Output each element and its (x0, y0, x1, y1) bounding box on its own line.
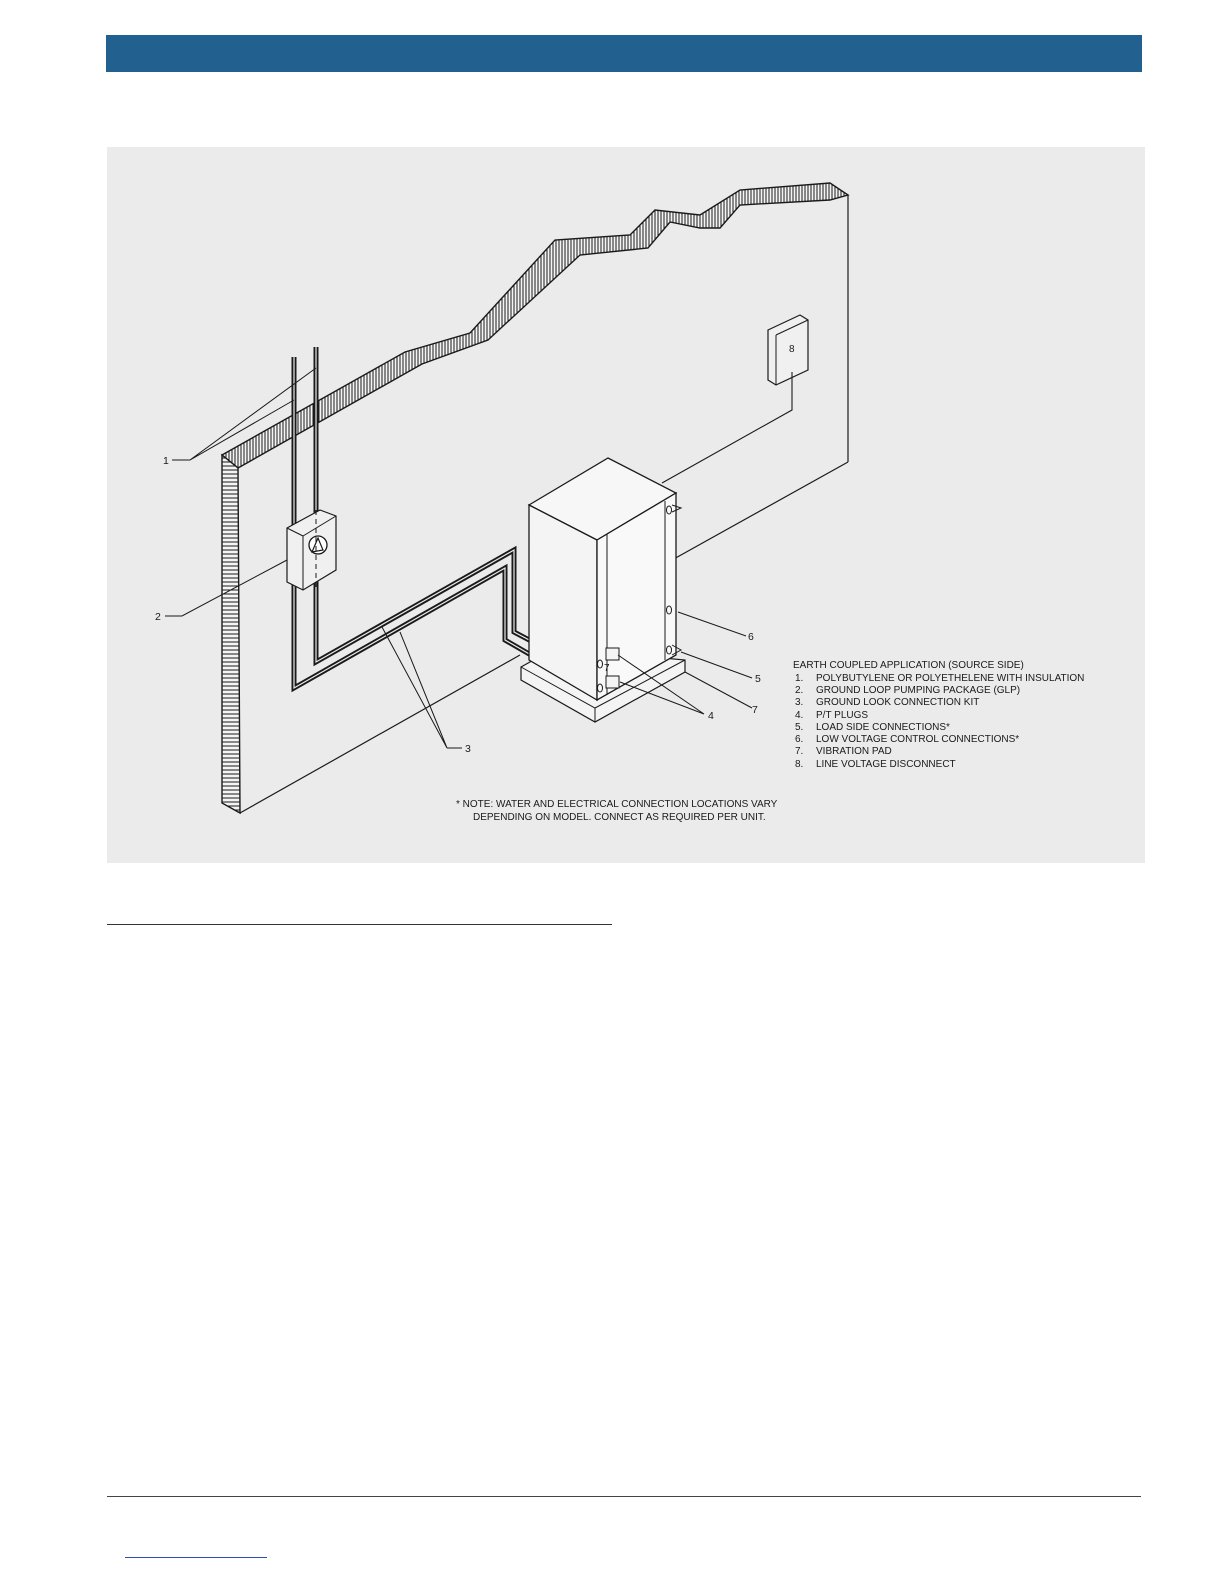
legend-num: 3. (795, 697, 804, 708)
diagram-svg (107, 147, 1145, 863)
legend-num: 4. (795, 710, 804, 721)
callout-4: 4 (708, 710, 714, 722)
callout-2: 2 (155, 611, 161, 623)
legend-item: LOW VOLTAGE CONTROL CONNECTIONS* (816, 734, 1020, 745)
callout-6: 6 (748, 631, 754, 643)
note-line-2: DEPENDING ON MODEL. CONNECT AS REQUIRED PER UNIT. (473, 812, 766, 823)
legend-item: LOAD SIDE CONNECTIONS* (816, 722, 950, 733)
wall-left-edge (222, 455, 240, 813)
note-line-1: * NOTE: WATER AND ELECTRICAL CONNECTION LOCATIONS VARY (456, 799, 778, 810)
callout-5: 5 (755, 673, 761, 685)
disconnect-label: 8 (789, 344, 795, 355)
callout-7: 7 (752, 704, 758, 716)
legend-item: LINE VOLTAGE DISCONNECT (816, 759, 956, 770)
legend-num: 2. (795, 685, 804, 696)
footer-link-underline[interactable] (125, 1557, 267, 1558)
legend-item: POLYBUTYLENE OR POLYETHELENE WITH INSULATION (816, 673, 1085, 684)
legend-item: VIBRATION PAD (816, 746, 892, 757)
pt-plug-label: 7 (604, 663, 610, 674)
legend-num: 6. (795, 734, 804, 745)
legend-item: GROUND LOOK CONNECTION KIT (816, 697, 980, 708)
footer-divider (107, 1496, 1141, 1497)
legend-item: GROUND LOOP PUMPING PACKAGE (GLP) (816, 685, 1021, 696)
heat-pump-unit (529, 458, 681, 700)
legend-num: 8. (795, 759, 804, 770)
section-divider (107, 924, 612, 925)
legend-num: 1. (795, 673, 804, 684)
legend-item: P/T PLUGS (816, 710, 869, 721)
callout-3: 3 (465, 743, 471, 755)
legend-title: EARTH COUPLED APPLICATION (SOURCE SIDE) (793, 660, 1024, 671)
header-bar (106, 35, 1142, 72)
legend-num: 5. (795, 722, 804, 733)
legend-num: 7. (795, 746, 804, 757)
callout-1: 1 (163, 455, 169, 467)
installation-diagram (107, 147, 1145, 863)
